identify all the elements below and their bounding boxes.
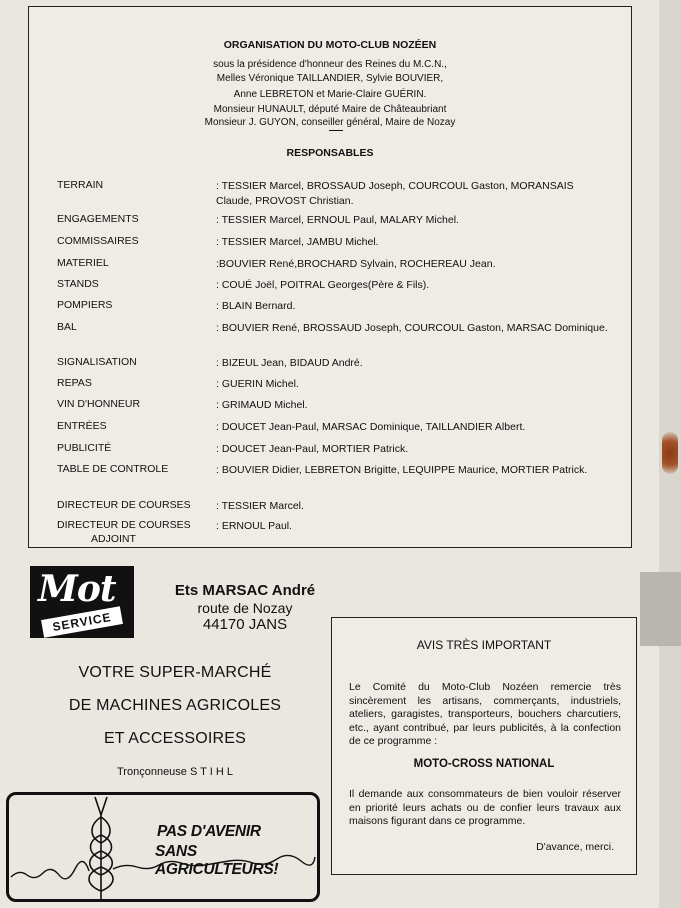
logo-service: SERVICE xyxy=(41,606,123,638)
mot-service-logo xyxy=(30,566,134,638)
logo-word: Mot xyxy=(38,568,116,610)
role-label: MATERIEL xyxy=(57,257,109,269)
role-label: POMPIERS xyxy=(57,299,113,311)
honour-line-2: Melles Véronique TAILLANDIER, Sylvie BOUVIER, xyxy=(216,73,444,84)
role-members: : TESSIER Marcel, BROSSAUD Joseph, COURCOUL Gaston, MORANSAIS Claude, PROVOST Christian. xyxy=(216,180,574,207)
role-label: DIRECTEUR DE COURSES xyxy=(57,519,191,531)
notice-title: AVIS TRÈS IMPORTANT xyxy=(416,638,552,652)
stain-mark xyxy=(662,432,678,474)
honour-line-4: Monsieur HUNAULT, député Maire de Châteaubriant xyxy=(213,104,447,115)
role-members: : DOUCET Jean-Paul, MORTIER Patrick. xyxy=(216,443,409,455)
role-label: REPAS xyxy=(57,377,92,389)
ad-chainsaw-line: Tronçonneuse S T I H L xyxy=(117,766,233,778)
role-label: DIRECTEUR DE COURSES xyxy=(57,499,191,511)
notice-box xyxy=(331,617,637,875)
notice-paragraph-2: Il demande aux consommateurs de bien vouloir réserver en priorité leurs achats ou de confier leurs travaux aux maisons figurant dans ce programme. xyxy=(349,788,621,827)
notice-closing: D'avance, merci. xyxy=(536,841,614,853)
role-label: VIN D'HONNEUR xyxy=(57,398,141,410)
notice-subtitle: MOTO-CROSS NATIONAL xyxy=(413,758,555,770)
role-label: ENGAGEMENTS xyxy=(57,213,139,225)
honour-line-3: Anne LEBRETON et Marie-Claire GUÉRIN. xyxy=(233,89,427,100)
role-members: : BIZEUL Jean, BIDAUD André. xyxy=(216,357,363,369)
role-label: TABLE DE CONTROLE xyxy=(57,463,169,475)
role-members: : TESSIER Marcel. xyxy=(216,500,304,512)
role-members: : TESSIER Marcel, ERNOUL Paul, MALARY Michel. xyxy=(216,214,459,226)
notice-paragraph-1: Le Comité du Moto-Club Nozéen remercie très sincèrement les artisans, commerçants, industriels, ateliers, garagistes, transporteurs, bouchers charcutiers, etc., ayant contribué, par leurs publicités, à la confection de ce programme : xyxy=(349,681,621,747)
role-members: : BLAIN Bernard. xyxy=(216,300,296,312)
ad-line-2: DE MACHINES AGRICOLES xyxy=(68,697,282,714)
organisation-title: ORGANISATION DU MOTO-CLUB NOZÉEN xyxy=(223,39,437,51)
role-members: : TESSIER Marcel, JAMBU Michel. xyxy=(216,236,379,248)
ets-name: Ets MARSAC André xyxy=(174,582,316,599)
ad-line-1: VOTRE SUPER-MARCHÉ xyxy=(78,664,272,681)
ad-line-3: ET ACCESSOIRES xyxy=(103,730,247,747)
role-members: : BOUVIER Didier, LEBRETON Brigitte, LEQUIPPE Maurice, MORTIER Patrick. xyxy=(216,464,588,476)
role-members: :BOUVIER René,BROCHARD Sylvain, ROCHEREAU Jean. xyxy=(216,258,496,270)
organisation-box xyxy=(28,6,632,548)
grey-block xyxy=(640,572,681,646)
honour-line-5: Monsieur J. GUYON, conseiller général, Maire de Nozay xyxy=(204,117,456,128)
role-members: : GUERIN Michel. xyxy=(216,378,299,390)
slogan-line-1: PAS D'AVENIR xyxy=(157,823,261,840)
responsables-title: RESPONSABLES xyxy=(286,147,374,159)
role-label: TERRAIN xyxy=(57,179,104,191)
role-label: ENTRÉES xyxy=(57,420,107,432)
role-members: : GRIMAUD Michel. xyxy=(216,399,308,411)
ets-address: route de Nozay xyxy=(197,600,293,616)
role-label-continued: ADJOINT xyxy=(91,533,136,545)
role-label: COMMISSAIRES xyxy=(57,235,139,247)
slogan-line-2: SANS AGRICULTEURS! xyxy=(155,843,279,878)
slogan-box xyxy=(6,792,320,902)
role-label: SIGNALISATION xyxy=(57,356,137,368)
role-members: : ERNOUL Paul. xyxy=(216,520,293,532)
role-label: STANDS xyxy=(57,278,99,290)
ets-city: 44170 JANS xyxy=(202,616,288,633)
role-members: : BOUVIER René, BROSSAUD Joseph, COURCOUL Gaston, MARSAC Dominique. xyxy=(216,322,608,334)
role-members: : DOUCET Jean-Paul, MARSAC Dominique, TAILLANDIER Albert. xyxy=(216,421,526,433)
divider-dash xyxy=(329,130,343,131)
honour-line-1: sous la présidence d'honneur des Reines du M.C.N., xyxy=(213,59,447,70)
role-label: PUBLICITÉ xyxy=(57,442,112,454)
role-label: BAL xyxy=(57,321,77,333)
role-members: : COUÉ Joël, POITRAL Georges(Père & Fils). xyxy=(216,279,430,291)
